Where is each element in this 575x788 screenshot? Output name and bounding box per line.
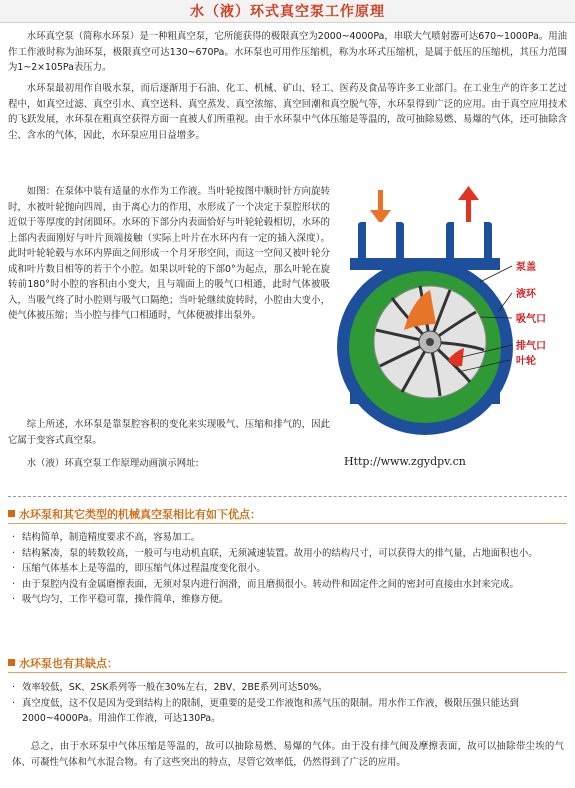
advantages-list [12, 530, 564, 608]
advantage-text: 结构紧凑，泵的转数较高，一般可与电动机直联，无须减速装置。故用小的结构尺寸，可以获得大的排气量，占地面积也小。 [22, 547, 538, 559]
section-divider [8, 496, 567, 497]
label-discharge-port: 排气口 [516, 341, 546, 352]
disadvantage-text: 效率较低，SK、2SK系列等一般在30%左右，2BV、2BE系列可达50%。 [22, 682, 328, 693]
list-item: · 压缩气体基本上是等温的，即压缩气体过程温度变化很小。 [12, 563, 266, 574]
demo-url-link[interactable]: Http://www.zgydpv.cn [344, 455, 466, 468]
title-bar [0, 0, 575, 23]
square-bullet-icon [8, 510, 15, 517]
disadvantages-heading [8, 655, 118, 671]
page-title: 水（液）环式真空泵工作原理 [190, 4, 385, 20]
advantage-text: 由于泵腔内没有金属磨擦表面，无须对泵内进行润滑，而且磨损很小。转动件和固定件之间的密封可直接由水封来完成。 [22, 578, 519, 590]
intro-paragraph-2: 水环泵最初用作自吸水泵，而后逐渐用于石油、化工、机械、矿山、轻工、医药及食品等许多工业部门。在工业生产的许多工艺过程中，如真空过滤、真空引水、真空送料、真空蒸发、真空浓缩、真空回潮和真空脱气等，水环泵得到广泛的应用。由于真空应用技术的飞跃发展，水环泵在粗真空获得方面一直被人们所重视。由于水环泵中气体压缩是等温的，故可抽除易燃、易爆的气体，还可抽除含尘、含水的气体，因此，水环泵应用日益增多。 [8, 83, 567, 141]
disadvantages-list [12, 680, 564, 727]
pump-diagram [330, 182, 570, 447]
list-item: · 结构紧凑，泵的转数较高，一般可与电动机直联，无须减速装置。故用小的结构尺寸，可以获得大的排气量，占地面积也小。 [12, 547, 538, 559]
list-item: · 吸气均匀，工作平稳可靠，操作简单，维修方便。 [12, 594, 229, 605]
advantages-heading-text: 水环泵和其它类型的机械真空泵相比有如下优点： [19, 508, 261, 521]
label-impeller: 叶轮 [516, 356, 536, 367]
intro-paragraph-1: 水环真空泵（简称水环泵）是一种粗真空泵，它所能获得的极限真空为2000~4000Pa，串联大气喷射器可达670~1000Pa。用油作工作液时称为油环泵，极限真空可达130~670Pa。水环泵也可用作压缩机，称为水环式压缩机，是属于低压的压缩机，其压力范围为1~2×105Pa表压力。 [8, 31, 567, 73]
summary-paragraph: 总之，由于水环泵中气体压缩是等温的，故可以抽除易燃、易爆的气体。由于没有排气阀及摩擦表面，故可以抽除带尘埃的气体、可凝性气体和气水混合物。有了这些突出的特点，尽管它效率低，仍然得到了广泛的应用。 [12, 741, 564, 768]
suction-arrow-icon [370, 190, 391, 224]
list-item: · 由于泵腔内没有金属磨擦表面，无须对泵内进行润滑，而且磨损很小。转动件和固定件之间的密封可直接由水封来完成。 [12, 578, 519, 590]
principle-paragraph-1: 如图：在泵体中装有适量的水作为工作液。当叶轮按图中顺时针方向旋转时，水被叶轮抛向四周，由于离心力的作用，水形成了一个决定于泵腔形状的近似于等厚度的封闭圆环。水环的下部分内表面恰好与叶轮轮毂相切，水环的上部内表面刚好与叶片顶端接触（实际上叶片在水环内有一定的插入深度）。此时叶轮轮毂与水环内界面之间形成一个月牙形空间，而这一空间又被叶轮分成和叶片数目相等的若干个小腔。如果以叶轮的下部0°为起点，那么叶轮在旋转前180°时小腔的容积由小变大，且与端面上的吸气口相通，此时气体被吸入，当吸气终了时小腔则与吸气口隔绝；当叶轮继续旋转时，小腔由大变小，使气体被压缩；当小腔与排气口相通时，气体便被排出泵外。 [8, 186, 330, 321]
advantages-heading [8, 506, 261, 522]
advantage-text: 吸气均匀，工作平稳可靠，操作简单，维修方便。 [22, 594, 229, 605]
list-item: · 效率较低，SK、2SK系列等一般在30%左右，2BV、2BE系列可达50%。 [12, 682, 328, 693]
animation-demo-label: 水（液）环真空泵工作原理动画演示网址: [26, 458, 199, 469]
list-item: · 结构简单，制造精度要求不高，容易加工。 [12, 532, 201, 543]
advantage-text: 压缩气体基本上是等温的，即压缩气体过程温度变化很小。 [22, 563, 266, 574]
disadvantages-heading-text: 水环泵也有其缺点： [19, 657, 118, 670]
principle-paragraph-2: 综上所述，水环泵是靠泵腔容积的变化来实现吸气、压缩和排气的，因此它属于变容式真空泵。 [8, 419, 330, 446]
disadvantages-underline [8, 672, 567, 673]
discharge-arrow-icon [458, 186, 479, 224]
disadvantage-text: 真空度低，这不仅是因为受到结构上的限制，更重要的是受工作液饱和蒸气压的限制。用水作工作液，极限压强只能达到2000~4000Pa。用油作工作液，可达130Pa。 [22, 697, 519, 724]
advantages-underline [8, 523, 567, 524]
label-water-ring: 液环 [516, 289, 536, 300]
label-casing: 泵盖 [516, 262, 536, 273]
advantage-text: 结构简单，制造精度要求不高，容易加工。 [22, 532, 201, 543]
square-bullet-icon [8, 659, 15, 666]
label-suction-port: 吸气口 [516, 314, 546, 325]
list-item: · 真空度低，这不仅是因为受到结构上的限制，更重要的是受工作液饱和蒸气压的限制。用水作工作液，极限压强只能达到2000~4000Pa。用油作工作液，可达130Pa。 [12, 697, 519, 724]
